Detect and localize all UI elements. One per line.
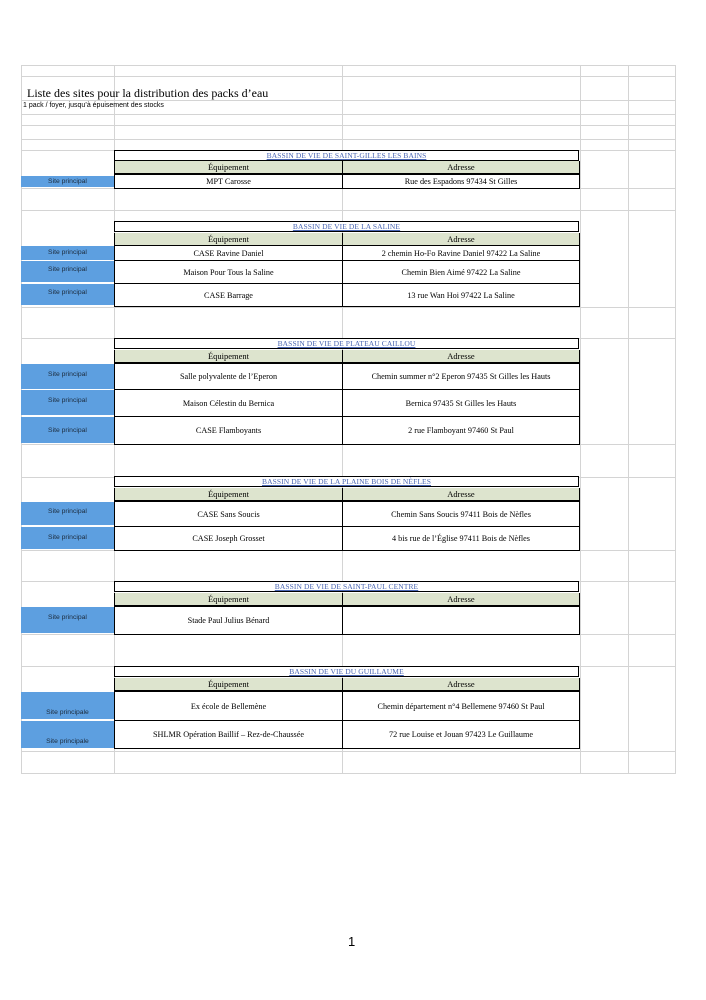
grid-line [675, 65, 676, 774]
grid-line [21, 751, 676, 752]
address-cell: 72 rue Louise et Jouan 97423 Le Guillaume [342, 720, 580, 749]
address-cell: Rue des Espadons 97434 St Gilles [342, 174, 580, 189]
page-number: 1 [348, 934, 356, 949]
grid-line [21, 773, 676, 774]
grid-line [21, 65, 676, 66]
grid-line [21, 114, 676, 115]
site-tag: Site principal [21, 246, 114, 260]
equipment-cell: Ex école de Bellemène [114, 691, 343, 721]
site-tag: Site principal [21, 502, 114, 525]
address-cell [342, 606, 580, 635]
grid-line [21, 139, 676, 140]
equipment-cell: CASE Joseph Grosset [114, 526, 343, 551]
address-header: Adresse [342, 350, 580, 363]
section-title: BASSIN DE VIE DE LA SALINE [114, 221, 579, 232]
equipment-header: Équipement [114, 233, 342, 246]
equipment-cell: Stade Paul Julius Bénard [114, 606, 343, 635]
equipment-header: Équipement [114, 350, 342, 363]
address-cell: Chemin Bien Aimé 97422 La Saline [342, 260, 580, 284]
equipment-header: Équipement [114, 161, 342, 174]
grid-line [21, 210, 676, 211]
document-title: Liste des sites pour la distribution des packs d’eau [27, 86, 269, 100]
section-title: BASSIN DE VIE DE SAINT-PAUL CENTRE [114, 581, 579, 592]
address-cell: Chemin Sans Soucis 97411 Bois de Nèfles [342, 501, 580, 527]
equipment-header: Équipement [114, 593, 342, 606]
equipment-cell: Maison Célestin du Bernica [114, 389, 343, 417]
address-cell: Chemin summer n°2 Eperon 97435 St Gilles les Hauts [342, 363, 580, 390]
address-header: Adresse [342, 488, 580, 501]
site-tag: Site principale [21, 721, 114, 748]
section-title: BASSIN DE VIE DE SAINT-GILLES LES BAINS [114, 150, 579, 161]
equipment-cell: CASE Barrage [114, 283, 343, 307]
equipment-header: Équipement [114, 678, 342, 691]
site-tag: Site principal [21, 527, 114, 549]
site-tag: Site principal [21, 390, 114, 415]
address-header: Adresse [342, 161, 580, 174]
spreadsheet [21, 65, 676, 774]
document-subtitle: 1 pack / foyer, jusqu’à épuisement des stocks [23, 102, 164, 109]
grid-line [580, 65, 581, 774]
section-title: BASSIN DE VIE DE PLATEAU CAILLOU [114, 338, 579, 349]
equipment-cell: Maison Pour Tous la Saline [114, 260, 343, 284]
equipment-cell: CASE Ravine Daniel [114, 245, 343, 261]
address-cell: 2 chemin Ho-Fo Ravine Daniel 97422 La Saline [342, 245, 580, 261]
site-tag: Site principal [21, 284, 114, 305]
grid-line [21, 76, 676, 77]
equipment-cell: Salle polyvalente de l’Eperon [114, 363, 343, 390]
address-cell: 4 bis rue de l’Église 97411 Bois de Nèfles [342, 526, 580, 551]
site-tag: Site principal [21, 176, 114, 187]
site-tag: Site principal [21, 261, 114, 282]
equipment-cell: MPT Carosse [114, 174, 343, 189]
address-cell: 13 rue Wan Hoi 97422 La Saline [342, 283, 580, 307]
grid-line [21, 125, 676, 126]
equipment-cell: CASE Sans Soucis [114, 501, 343, 527]
address-cell: 2 rue Flamboyant 97460 St Paul [342, 416, 580, 445]
address-cell: Bernica 97435 St Gilles les Hauts [342, 389, 580, 417]
address-header: Adresse [342, 593, 580, 606]
equipment-header: Équipement [114, 488, 342, 501]
site-tag: Site principal [21, 607, 114, 633]
site-tag: Site principal [21, 417, 114, 443]
address-header: Adresse [342, 678, 580, 691]
equipment-cell: SHLMR Opération Baillif – Rez-de-Chaussée [114, 720, 343, 749]
section-title: BASSIN DE VIE DU GUILLAUME [114, 666, 579, 677]
section-title: BASSIN DE VIE DE LA PLAINE BOIS DE NÈFLES [114, 476, 579, 487]
equipment-cell: CASE Flamboyants [114, 416, 343, 445]
address-cell: Chemin département n°4 Bellemene 97460 St Paul [342, 691, 580, 721]
address-header: Adresse [342, 233, 580, 246]
site-tag: Site principale [21, 692, 114, 719]
grid-line [21, 307, 676, 308]
site-tag: Site principal [21, 364, 114, 389]
grid-line [628, 65, 629, 774]
